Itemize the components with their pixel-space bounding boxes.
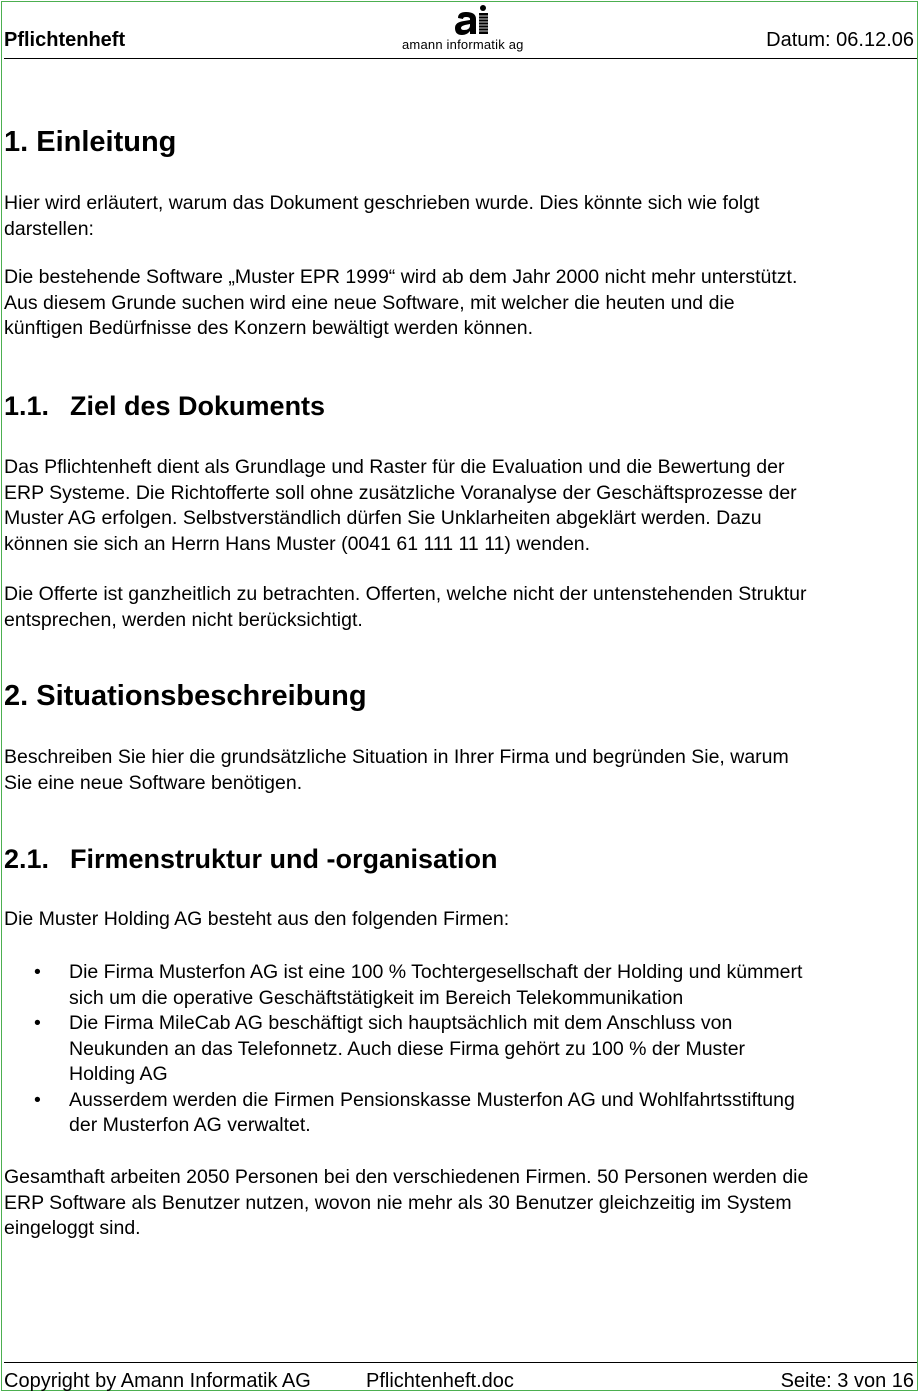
page-header [4, 0, 917, 59]
text-line: Gesamthaft arbeiten 2050 Personen bei den verschiedenen Firmen. 50 Personen werden die [4, 1166, 809, 1188]
text-line: Hier wird erläutert, warum das Dokument geschrieben wurde. Dies könnte sich wie folgt [4, 192, 760, 214]
text-line: Muster AG erfolgen. Selbstverständlich dürfen Sie Unklarheiten abgeklärt werden. Dazu [4, 507, 762, 529]
text-line: Neukunden an das Telefonnetz. Auch diese Firma gehört zu 100 % der Muster [69, 1037, 746, 1060]
heading-firmenstruktur [4, 844, 498, 875]
text-line: ERP Software als Benutzer nutzen, wovon nie mehr als 30 Benutzer gleichzeitig im System [4, 1191, 792, 1214]
logo-icon [452, 4, 492, 38]
list-item [4, 1011, 917, 1088]
paragraph-ziel-1 [4, 455, 917, 557]
text-line: Aus diesem Grunde suchen wird eine neue Software, mit welcher die heuten und die [4, 291, 735, 314]
heading-situationsbeschreibung: 2. Situationsbeschreibung [4, 680, 367, 712]
list-item [4, 960, 917, 1011]
paragraph-einleitung-1 [4, 191, 917, 242]
text-line: Beschreiben Sie hier die grundsätzliche Situation in Ihrer Firma und begründen Sie, warum [4, 746, 789, 768]
document-title: Pflichtenheft [4, 29, 126, 51]
logo-text: amann informatik ag [402, 37, 524, 52]
heading-einleitung: 1. Einleitung [4, 126, 177, 158]
text-line: Die Firma Musterfon AG ist eine 100 % Tochtergesellschaft der Holding und kümmert [69, 961, 803, 983]
text-line: sich um die operative Geschäftstätigkeit im Bereich Telekommunikation [69, 986, 684, 1009]
company-logo [402, 4, 542, 54]
text-line: Die bestehende Software „Muster EPR 1999“ wird ab dem Jahr 2000 nicht mehr unterstützt. [4, 266, 798, 288]
paragraph-ziel-2 [4, 582, 917, 633]
text-line: ERP Systeme. Die Richtofferte soll ohne zusätzliche Voranalyse der Geschäftsprozesse der [4, 481, 797, 504]
paragraph-firmen-closing [4, 1165, 917, 1242]
text-line: künftigen Bedürfnisse des Konzern bewältigt werden können. [4, 317, 534, 339]
list-item [4, 1088, 917, 1139]
heading-text: Firmenstruktur und -organisation [70, 844, 498, 874]
paragraph-firmen-intro [4, 907, 917, 933]
text-line: entsprechen, werden nicht berücksichtigt. [4, 608, 363, 631]
text-line: eingeloggt sind. [4, 1217, 141, 1239]
heading-ziel-des-dokuments [4, 391, 325, 422]
text-line: Ausserdem werden die Firmen Pensionskasse Musterfon AG und Wohlfahrtsstiftung [69, 1088, 795, 1111]
heading-text: Ziel des Dokuments [70, 391, 326, 421]
text-line: Sie eine neue Software benötigen. [4, 771, 303, 794]
text-line: Das Pflichtenheft dient als Grundlage und Raster für die Evaluation und die Bewertung der [4, 456, 785, 478]
text-line: können sie sich an Herrn Hans Muster (0041 61 111 11 11) wenden. [4, 532, 591, 555]
text-line: der Musterfon AG verwaltet. [69, 1114, 311, 1136]
bullet-icon: • [34, 1088, 41, 1111]
document-date: Datum: 06.12.06 [766, 29, 914, 51]
text-line: Die Muster Holding AG besteht aus den folgenden Firmen: [4, 908, 510, 930]
page-footer [4, 1362, 917, 1393]
text-line: Die Offerte ist ganzheitlich zu betrachten. Offerten, welche nicht der untenstehenden Struktur [4, 583, 807, 605]
firmen-bullet-list [4, 960, 917, 1139]
text-line: Holding AG [69, 1063, 168, 1085]
paragraph-situation-1 [4, 745, 917, 796]
heading-number: 2.1. [4, 844, 50, 874]
text-line: darstellen: [4, 217, 94, 240]
text-line: Die Firma MileCab AG beschäftigt sich hauptsächlich mit dem Anschluss von [69, 1012, 733, 1034]
bullet-icon: • [34, 961, 41, 983]
footer-filename: Pflichtenheft.doc [366, 1370, 514, 1392]
bullet-icon: • [34, 1012, 41, 1034]
paragraph-einleitung-2 [4, 265, 917, 342]
footer-page-number: Seite: 3 von 16 [780, 1370, 914, 1392]
heading-number: 1.1. [4, 391, 50, 421]
footer-copyright: Copyright by Amann Informatik AG [4, 1370, 311, 1392]
